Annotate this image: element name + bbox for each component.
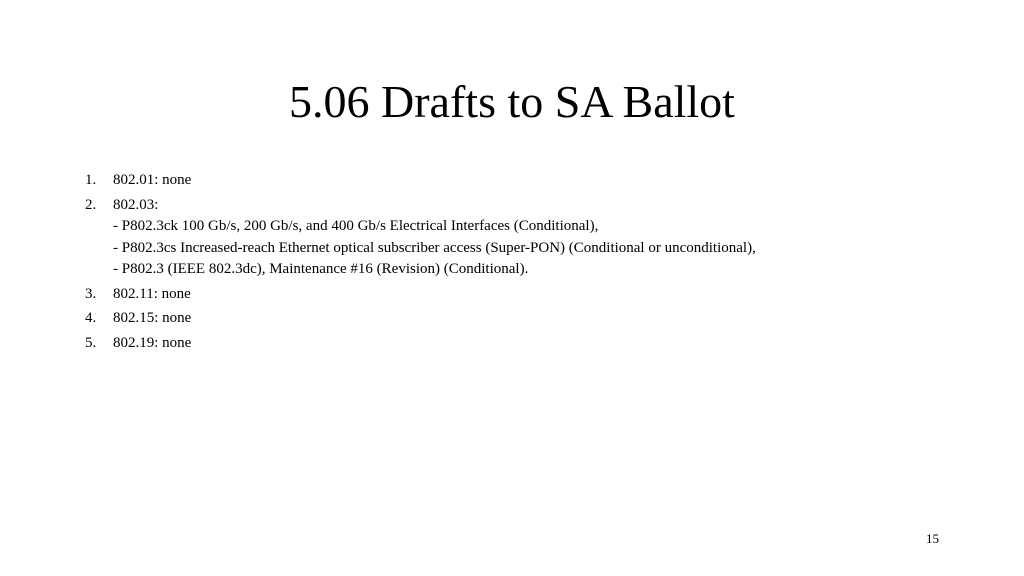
list-item-number: 2. [85, 196, 97, 213]
list-subitem: - P802.3cs Increased-reach Ethernet optical subscriber access (Super-PON) (Conditional or unconditional), [113, 239, 756, 256]
list-item-text: 802.03: [113, 196, 159, 213]
list-item [85, 170, 985, 192]
list-item [85, 308, 985, 330]
ballot-list [85, 170, 985, 357]
list-item [85, 284, 985, 306]
list-item-text: 802.15: none [113, 310, 192, 326]
list-item-number: 3. [85, 285, 97, 302]
list-item-text: 802.11: none [113, 285, 191, 302]
list-item-text: 802.01: none [113, 172, 192, 188]
slide-title: 5.06 Drafts to SA Ballot [289, 76, 735, 127]
list-item-text: 802.19: none [113, 334, 192, 351]
list-item-number: 1. [85, 172, 97, 188]
list-subitem: - P802.3 (IEEE 802.3dc), Maintenance #16 (Revision) (Conditional). [113, 261, 529, 277]
list-item [85, 333, 985, 355]
list-subitem: - P802.3ck 100 Gb/s, 200 Gb/s, and 400 Gb/s Electrical Interfaces (Conditional), [113, 218, 599, 234]
list-item [85, 195, 985, 281]
page-number: 15 [926, 531, 939, 546]
list-item-number: 4. [85, 310, 97, 326]
list-item-number: 5. [85, 334, 97, 351]
